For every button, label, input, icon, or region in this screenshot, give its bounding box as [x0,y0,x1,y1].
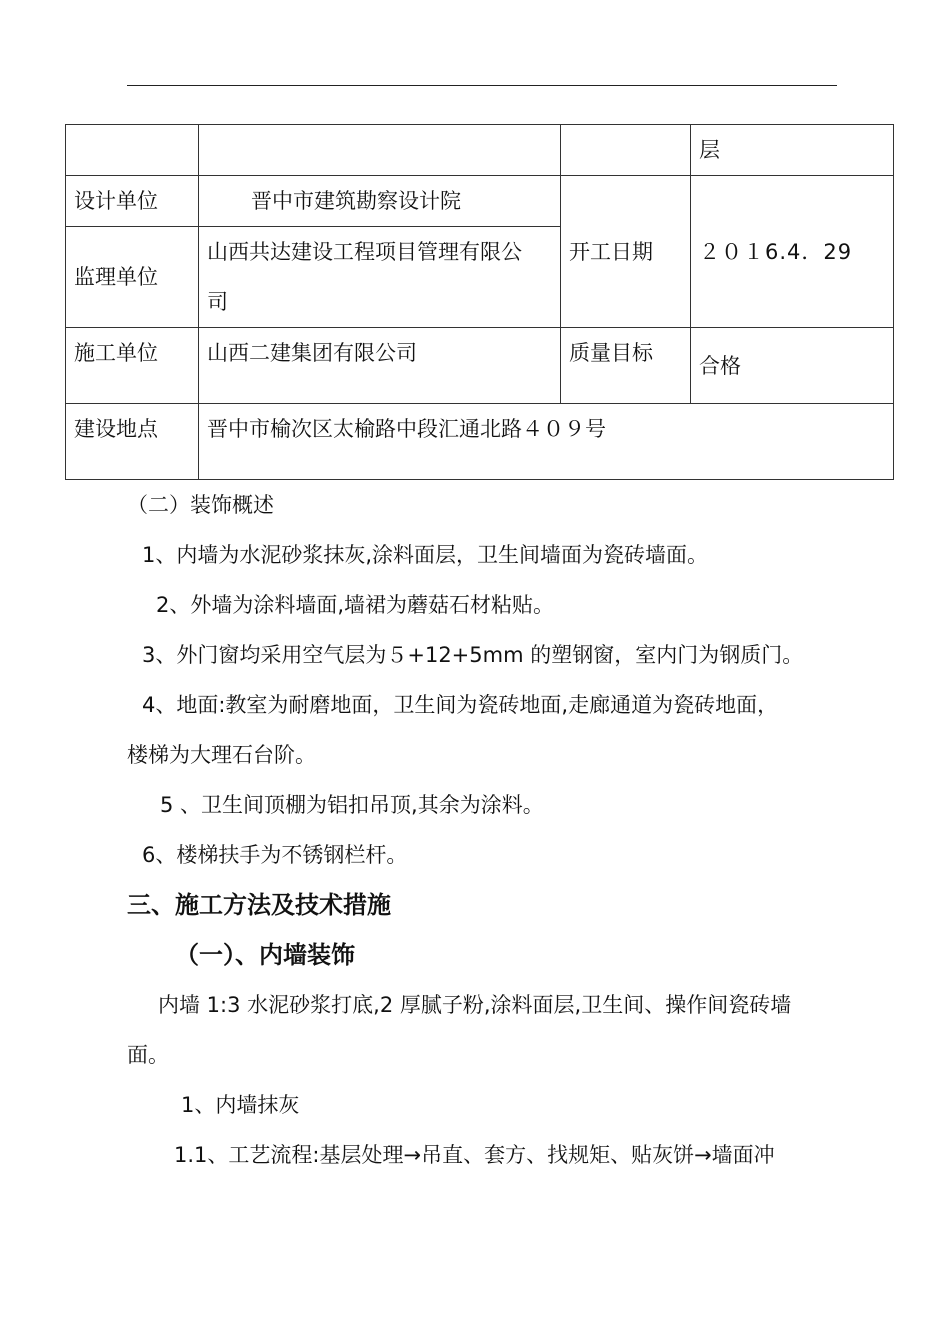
list-item: 3、外门窗均采用空气层为５+12+5mm 的塑钢窗，室内门为钢质门。 [142,643,804,667]
design-unit-value: 晋中市建筑勘察设计院 [199,176,561,227]
table-row [66,125,894,176]
table-row [66,176,894,227]
sub-item-text: 1.1、工艺流程:基层处理→吊直、套方、找规矩、贴灰饼→墙面冲 [174,1143,775,1167]
supervision-unit-label: 监理单位 [66,227,199,328]
list-item: 4、地面:教室为耐磨地面，卫生间为瓷砖地面,走廊通道为瓷砖地面， [142,693,779,717]
list-item: 2、外墙为涂料墙面,墙裙为蘑菇石材粘贴。 [156,593,555,617]
section-3-heading: 三、施工方法及技术措施 [127,891,391,919]
quality-target-value: 合格 [691,328,894,404]
list-item: 5 、卫生间顶棚为铝扣吊顶,其余为涂料。 [160,793,544,817]
design-unit-label: 设计单位 [66,176,199,227]
section-2-heading: （二）装饰概述 [127,493,274,517]
supervision-unit-value: 山西共达建设工程项目管理有限公 司 [199,227,561,328]
table-cell [199,125,561,176]
table-cell: 层 [691,125,894,176]
subsection-heading: （一）、内墙装饰 [175,941,355,969]
table-row [66,328,894,404]
construction-unit-label: 施工单位 [66,328,199,404]
construction-unit-value: 山西二建集团有限公司 [199,328,561,404]
sub-item-heading: 1、内墙抹灰 [181,1093,300,1117]
project-info-table [65,124,894,480]
header-rule [127,85,837,86]
start-date-label: 开工日期 [561,176,691,328]
construction-site-value: 晋中市榆次区太榆路中段汇通北路４０９号 [199,404,894,480]
list-item: 6、楼梯扶手为不锈钢栏杆。 [142,843,408,867]
table-cell [66,125,199,176]
quality-target-label: 质量目标 [561,328,691,404]
construction-site-label: 建设地点 [66,404,199,480]
list-item: 1、内墙为水泥砂浆抹灰,涂料面层，卫生间墙面为瓷砖墙面。 [142,543,709,567]
paragraph-continued: 面。 [127,1043,169,1067]
start-date-value: ２０１6.4．29 [691,176,894,328]
table-row [66,404,894,480]
list-item-continued: 楼梯为大理石台阶。 [127,743,316,767]
paragraph: 内墙 1:3 水泥砂浆打底,2 厚腻子粉,涂料面层,卫生间、操作间瓷砖墙 [158,993,792,1017]
table-cell [561,125,691,176]
